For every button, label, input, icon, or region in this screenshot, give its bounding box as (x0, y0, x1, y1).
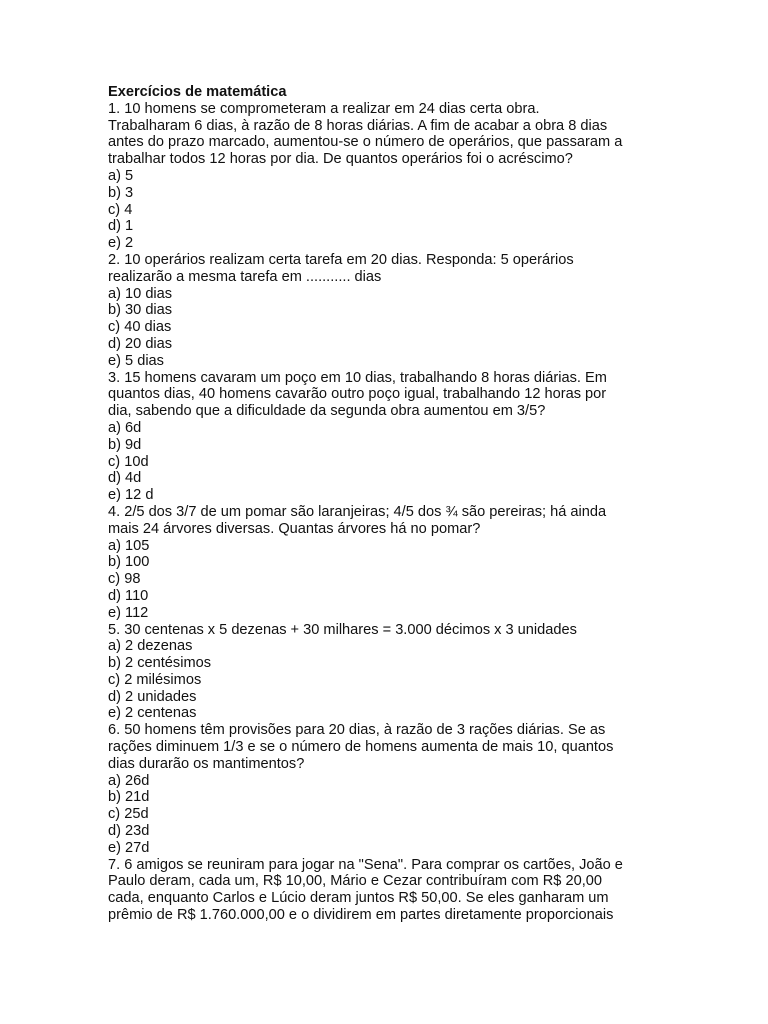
answer-options (108, 420, 668, 504)
answer-option: b) 30 dias (108, 302, 173, 319)
question-4 (108, 504, 668, 622)
answer-option: a) 105 (108, 537, 150, 554)
answer-option: c) 2 milésimos (108, 671, 202, 688)
answer-option: e) 2 centenas (108, 705, 197, 722)
answer-option: d) 110 (108, 587, 149, 604)
answer-option: b) 2 centésimos (108, 655, 212, 672)
answer-options (108, 638, 668, 722)
question-3 (108, 370, 668, 504)
question-2 (108, 252, 668, 370)
question-text-line: antes do prazo marcado, aumentou-se o número de operários, que passaram a (108, 134, 623, 151)
answer-option: e) 112 (108, 604, 149, 621)
question-text-line: 4. 2/5 dos 3/7 de um pomar são laranjeiras; 4/5 dos ¾ são pereiras; há ainda (108, 503, 607, 520)
question-text-line: 6. 50 homens têm provisões para 20 dias, à razão de 3 rações diárias. Se as (108, 722, 606, 739)
question-text-line: 2. 10 operários realizam certa tarefa em 20 dias. Responda: 5 operários (108, 251, 574, 268)
answer-options (108, 286, 668, 370)
answer-option: c) 40 dias (108, 319, 172, 336)
answer-option: d) 20 dias (108, 335, 173, 352)
answer-option: e) 2 (108, 235, 134, 252)
answer-option: d) 2 unidades (108, 688, 197, 705)
answer-option: a) 26d (108, 772, 150, 789)
question-text-line: Paulo deram, cada um, R$ 10,00, Mário e Cezar contribuíram com R$ 20,00 (108, 873, 602, 890)
answer-option: e) 27d (108, 839, 150, 856)
answer-options (108, 538, 668, 622)
question-6 (108, 722, 668, 856)
answer-option: a) 5 (108, 167, 134, 184)
answer-option: b) 21d (108, 789, 150, 806)
answer-option: e) 12 d (108, 487, 154, 504)
answer-option: a) 6d (108, 419, 142, 436)
question-text-line: dia, sabendo que a dificuldade da segunda obra aumentou em 3/5? (108, 403, 546, 420)
answer-option: e) 5 dias (108, 352, 164, 369)
question-text-line: Trabalharam 6 dias, à razão de 8 horas diárias. A fim de acabar a obra 8 dias (108, 117, 608, 134)
question-text-line: quantos dias, 40 homens cavarão outro poço igual, trabalhando 12 horas por (108, 386, 607, 403)
question-text-line: 1. 10 homens se comprometeram a realizar em 24 dias certa obra. (108, 100, 540, 117)
answer-options (108, 168, 668, 252)
question-7 (108, 857, 668, 924)
question-text-line: 3. 15 homens cavaram um poço em 10 dias, trabalhando 8 horas diárias. Em (108, 369, 607, 386)
answer-option: c) 98 (108, 571, 141, 588)
question-text-line: trabalhar todos 12 horas por dia. De quantos operários foi o acréscimo? (108, 151, 573, 168)
answer-option: a) 10 dias (108, 285, 173, 302)
question-text-line: mais 24 árvores diversas. Quantas árvores há no pomar? (108, 520, 481, 537)
answer-option: d) 23d (108, 823, 150, 840)
question-text-line: realizarão a mesma tarefa em ........... dias (108, 268, 382, 285)
question-text-line: cada, enquanto Carlos e Lúcio deram juntos R$ 50,00. Se eles ganharam um (108, 890, 609, 907)
question-text-line: prêmio de R$ 1.760.000,00 e o dividirem em partes diretamente proporcionais (108, 907, 614, 924)
answer-option: d) 1 (108, 218, 134, 235)
answer-option: c) 25d (108, 806, 149, 823)
answer-option: d) 4d (108, 470, 142, 487)
answer-option: b) 9d (108, 436, 142, 453)
answer-option: c) 4 (108, 201, 133, 218)
question-text-line: 7. 6 amigos se reuniram para jogar na "Sena". Para comprar os cartões, João e (108, 856, 623, 873)
answer-option: c) 10d (108, 453, 149, 470)
document-page (108, 84, 668, 924)
document-title: Exercícios de matemática (108, 84, 287, 100)
answer-option: b) 100 (108, 554, 150, 571)
question-list (108, 101, 668, 924)
answer-option: a) 2 dezenas (108, 638, 193, 655)
question-text-line: 5. 30 centenas x 5 dezenas + 30 milhares = 3.000 décimos x 3 unidades (108, 621, 577, 638)
question-text-line: dias durarão os mantimentos? (108, 755, 305, 772)
answer-options (108, 773, 668, 857)
question-text-line: rações diminuem 1/3 e se o número de homens aumenta de mais 10, quantos (108, 739, 614, 756)
question-1 (108, 101, 668, 252)
answer-option: b) 3 (108, 184, 134, 201)
question-5 (108, 622, 668, 723)
